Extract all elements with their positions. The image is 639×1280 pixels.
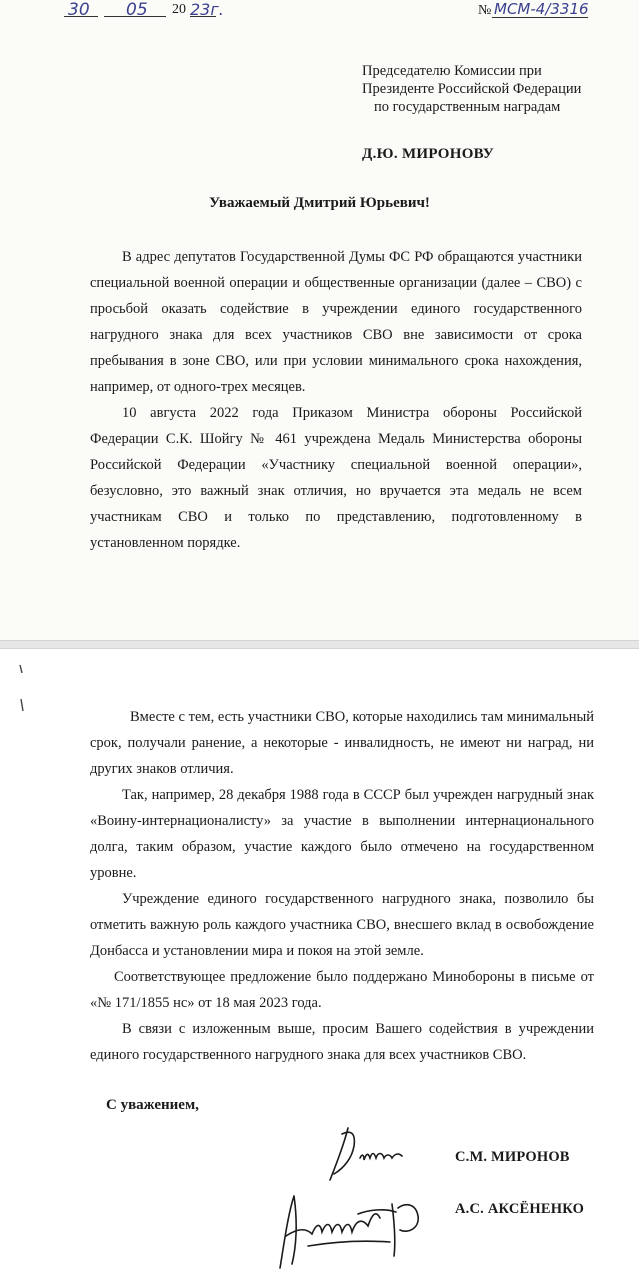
paragraph: Соответствующее предложение было поддержано Минобороны в письме от «№ 171/1855 нс» от 18 мая 2023 года.: [90, 969, 594, 1011]
date-month-line: [104, 16, 166, 17]
paragraph: Вместе с тем, есть участники СВО, которые находились там минимальный срок, получали ранение, а некоторые - инвалидность, не имеют ни наград, ни других знаков отличия.: [90, 709, 594, 777]
paragraph: Так, например, 28 декабря 1988 года в СССР был учрежден нагрудный знак «Воину-интернационалисту» за участие в выполнении интернационального долга, таким образом, участие каждого было отмечено на государственном уровне.: [90, 787, 594, 881]
closing: С уважением,: [106, 1097, 199, 1113]
signature-aksenenko: [272, 1184, 442, 1274]
addressee-line: по государственным наградам: [374, 99, 561, 115]
addressee-line: Председателю Комиссии при: [362, 63, 542, 79]
signer-name: А.С. АКСЁНЕНКО: [455, 1201, 585, 1217]
addressee-line: Президенте Российской Федерации: [362, 81, 582, 97]
reg-number-sign: №: [478, 3, 492, 18]
paragraph: 10 августа 2022 года Приказом Министра обороны Российской Федерации С.К. Шойгу № 461 учреждена Медаль Министерства обороны Российской Федерации «Участнику специальной военной операции», безусловно, это важный знак отличия, но вручается эта медаль не всем участникам СВО и только по представлению, подготовленному в установленном порядке.: [90, 405, 582, 551]
date-day-line: [64, 16, 98, 17]
reg-number-line: [492, 17, 588, 18]
signer-name: С.М. МИРОНОВ: [455, 1149, 570, 1165]
date-year-suffix: 23г.: [190, 0, 224, 19]
date-year-line: [190, 16, 216, 17]
page-separator: [0, 640, 639, 649]
date-month: 05: [126, 0, 148, 20]
addressee-block: [362, 62, 622, 116]
date-year-prefix: 20: [172, 2, 186, 17]
scan-marks: [14, 659, 28, 719]
paragraph: В связи с изложенным выше, просим Вашего содействия в учреждении единого государственного нагрудного знака для всех участников СВО.: [90, 1021, 594, 1063]
date-day: 30: [68, 0, 90, 20]
paragraph: Учреждение единого государственного нагрудного знака, позволило бы отметить важную роль каждого участника СВО, внесшего вклад в освобождение Донбасса и установлении мира и покоя на этой земле.: [90, 891, 594, 959]
reg-number: МСМ-4/3316: [494, 0, 589, 18]
letter-page-2: [0, 649, 639, 1280]
greeting: Уважаемый Дмитрий Юрьевич!: [209, 195, 430, 211]
paragraph: В адрес депутатов Государственной Думы ФС РФ обращаются участники специальной военной операции и общественные организации (далее – СВО) с просьбой оказать содействие в учреждении единого государственного нагрудного знака для всех участников СВО вне зависимости от срока пребывания в зоне СВО, или при условии минимального срока нахождения, например, от одного-трех месяцев.: [90, 249, 582, 395]
recipient-name: Д.Ю. МИРОНОВУ: [362, 146, 495, 162]
